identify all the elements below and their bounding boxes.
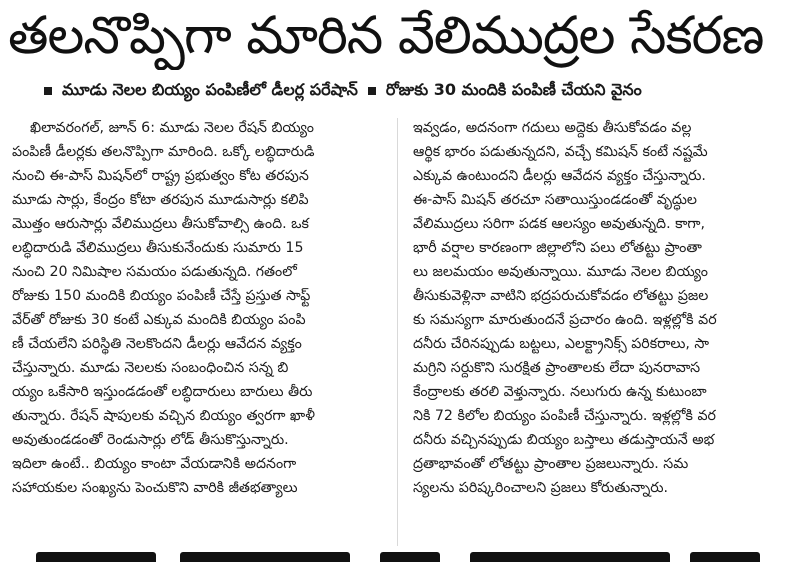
column-divider xyxy=(397,118,398,546)
text-line: య్యం ఒకేసారి ఇస్తుండడంతో లబ్ధిదారులు బారులు తీరు xyxy=(12,384,313,400)
square-bullet-icon xyxy=(368,87,376,95)
text-line: తున్నారు. రేషన్ షాపులకు వచ్చిన బియ్యం త్వరగా ఖాళీ xyxy=(12,408,315,424)
cropped-text-fragment xyxy=(36,552,156,562)
text-line: ఈ-పాస్ మిషన్ తరచూ సతాయిస్తుండడంతో వృద్ధుల xyxy=(413,192,697,208)
text-line: ఎక్కువ ఉంటుందని డీలర్లు ఆవేదన వ్యక్తం చేస్తున్నారు. xyxy=(413,168,706,184)
subheadline-1: మూడు నెలల బియ్యం పంపిణీలో డీలర్ల పరేషాన్ xyxy=(62,79,358,99)
subheadline-row xyxy=(44,78,788,104)
cropped-text-fragment xyxy=(180,552,350,562)
article-headline: తలనొప్పిగా మారిన వేలిముద్రల సేకరణ xyxy=(8,6,764,66)
cropped-text-fragment xyxy=(380,552,440,562)
article-column-left xyxy=(12,116,387,548)
text-line: ఇవ్వడం, అదనంగా గదులు అద్దెకు తీసుకోవడం వల్ల xyxy=(413,120,692,136)
text-line: నుంచి ఈ-పాస్ మిషన్‌లో రాష్ట్ర ప్రభుత్వం కోట తరపున xyxy=(12,168,309,184)
text-line: ఆర్థిక భారం పడుతున్నదని, వచ్చే కమిషన్ కంటే నష్టమే xyxy=(413,144,708,160)
text-line: అవుతుండడంతో రెండుసార్లు లోడ్ తీసుకొస్తున్నారు. xyxy=(12,432,289,448)
text-line: ఖిలావరంగల్, జూన్ 6: మూడు నెలల రేషన్ బియ్యం xyxy=(30,120,314,136)
next-article-headline-cropped xyxy=(30,548,770,562)
text-line: నుంచి 20 నిమిషాల సమయం పడుతున్నది. గతంలో xyxy=(12,264,297,280)
text-line: దనీరు చేరినప్పుడు బట్టలు, ఎలక్ట్రానిక్స్ పరికరాలు, సా xyxy=(413,336,710,352)
text-line: సహాయకుల సంఖ్యను పెంచుకొని వారికి జీతభత్యాలు xyxy=(12,480,298,496)
text-line: తీసుకువెళ్లినా వాటిని భద్రపరుచుకోవడం లోతట్టు ప్రజల xyxy=(413,288,709,304)
article-body xyxy=(12,116,788,548)
text-line: కేంద్రాలకు తరలి వెళ్తున్నారు. నలుగురు ఉన్న కుటుంబా xyxy=(413,384,707,400)
square-bullet-icon xyxy=(44,87,52,95)
text-line: చేస్తున్నారు. మూడు నెలలకు సంబంధించిన సన్న బి xyxy=(12,360,289,376)
cropped-text-fragment xyxy=(690,552,760,562)
text-line: మూడు సార్లు, కేంద్రం కోటా తరపున మూడుసార్లు కలిపి xyxy=(12,192,309,208)
text-line: కు సమస్యగా మారుతుందనే ప్రచారం ఉంది. ఇళ్లల్లోకి వర xyxy=(413,312,717,328)
text-line: వేర్‌తో రోజుకు 30 కంటే ఎక్కువ మందికి బియ్యం పంపి xyxy=(12,312,306,328)
cropped-text-fragment xyxy=(470,552,670,562)
text-line: స్యలను పరిష్కరించాలని ప్రజలు కోరుతున్నారు. xyxy=(413,480,669,496)
text-line: మగ్రిని సర్దుకొని సురక్షిత ప్రాంతాలకు లేదా పునరావాస xyxy=(413,360,701,376)
text-line: రోజుకు 150 మందికి బియ్యం పంపిణీ చేస్తే ప్రస్తుత సాఫ్ట్ xyxy=(12,288,311,304)
text-line: లు జలమయం అవుతున్నాయి. మూడు నెలల బియ్యం xyxy=(413,264,708,280)
text-line: ద్రతాభావంతో లోతట్టు ప్రాంతాల ప్రజలున్నారు. సమ xyxy=(413,456,689,472)
text-line: నికి 72 కిలోల బియ్యం పంపిణీ చేస్తున్నారు. ఇళ్లల్లోకి వర xyxy=(413,408,716,424)
text-line: పంపిణీ డీలర్లకు తలనొప్పిగా మారింది. ఒక్కో లబ్ధిదారుడి xyxy=(12,144,315,160)
text-line: లబ్ధిదారుడి వేలిముద్రలు తీసుకునేందుకు సుమారు 15 xyxy=(12,240,304,256)
text-line: వేలిముద్రలు సరిగా పడక ఆలస్యం అవుతున్నది. కాగా, xyxy=(413,216,705,232)
text-line: మొత్తం ఆరుసార్లు వేలిముద్రలు తీసుకోవాల్సి ఉంది. ఒక xyxy=(12,216,309,232)
subheadline-2: రోజుకు 30 మందికి పంపిణీ చేయని వైనం xyxy=(385,79,642,99)
text-line: దనీరు వచ్చినప్పుడు బియ్యం బస్తాలు తడుస్తాయనే అభ xyxy=(413,432,715,448)
article-column-right xyxy=(413,116,788,548)
text-line: ఇదిలా ఉంటే.. బియ్యం కాంటా వేయడానికి అదనంగా xyxy=(12,456,297,472)
text-line: భారీ వర్షాల కారణంగా జిల్లాలోని పలు లోతట్టు ప్రాంతా xyxy=(413,240,702,256)
text-line: ణీ చేయలేని పరిస్థితి నెలకొందని డీలర్లు ఆవేదన వ్యక్తం xyxy=(12,336,302,352)
